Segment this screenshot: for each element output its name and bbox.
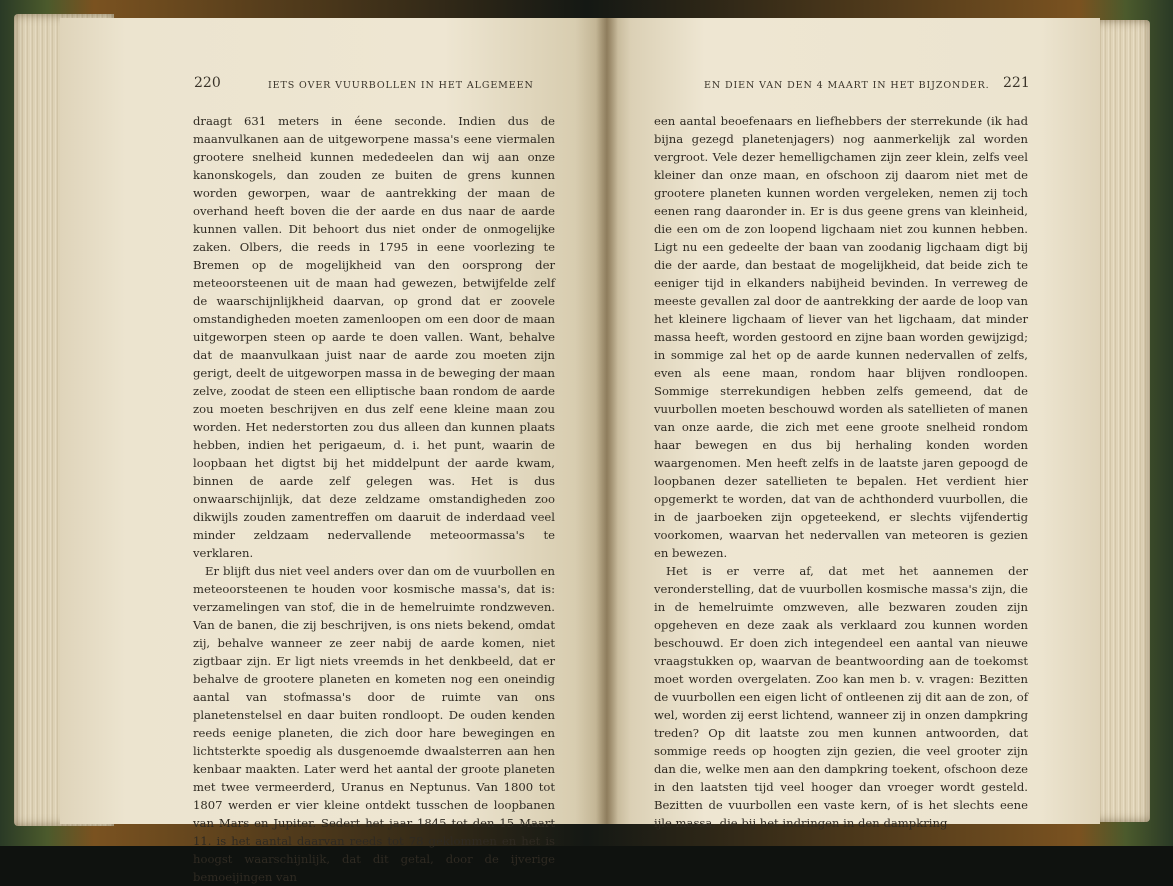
right-paragraph-1: een aantal beoefenaars en liefhebbers der sterrekunde (ik had bijna gezegd planetenjagers) nog aanmerkelijk zal worden vergroot. Vele dezer hemelligchamen zijn zeer klein, zelfs veel kleiner dan onze maan, en ofschoon zij daarom niet met de grootere planeten kunnen worden vergeleken, nemen zij toch eenen rang daaronder in. Er is dus geene grens van kleinheid, die een om de zon loopend ligchaam niet zou kunnen hebben. Ligt nu een gedeelte der baan van zoodanig ligchaam digt bij die der aarde, dan bestaat de mogelijkheid, dat beide zich te eeniger tijd in elkanders nabijheid bevinden. In verreweg de meeste gevallen zal door de aantrekking der aarde de loop van het kleinere ligchaam of liever van het ligchaam, dat minder massa heeft, worden gestoord en zijne baan worden gewijzigd; in sommige zal het op de aarde kunnen nedervallen of zelfs, even als eene maan, rondom haar blijven rondloopen. Sommige sterrekundigen hebben zelfs gemeend, dat de vuurbollen moeten beschouwd worden als satellieten of manen van onze aarde, die zich met eene groote snelheid rondom haar bewegen en dus bij herhaling konden worden waargenomen. Men heeft zelfs in de laatste jaren gepoogd de loopbanen dezer satellieten te bepalen. Het verdient hier opgemerkt te worden, dat van de achthonderd vuurbollen, die in de jaarboeken zijn opgeteekend, er slechts vijfendertig voorkomen, waarvan het nedervallen van meteoren is gezien en bewezen. bbox=[654, 114, 1028, 560]
book-gutter bbox=[596, 18, 618, 824]
right-page-text bbox=[654, 112, 1028, 832]
left-page-number: 220 bbox=[194, 75, 221, 91]
left-paragraph-2: Er blijft dus niet veel anders over dan om de vuurbollen en meteoorsteenen te houden voor kosmische massa's, dat is: verzamelingen van stof, die in de hemelruimte rondzweven. Van de banen, die zij beschrijven, is ons niets bekend, omdat zij, behalve wanneer ze zeer nabij de aarde komen, niet zigtbaar zijn. Er ligt niets vreemds in het denkbeeld, dat er behalve de grootere planeten en kometen nog een oneindig aantal van stofmassa's door de ruimte van ons planetenstelsel en daar buiten rondloopt. De ouden kenden reeds eenige planeten, die zich door hare bewegingen en lichtsterkte spoedig als dusgenoemde dwaalsterren aan hen kenbaar maakten. Later werd het aantal der groote planeten met twee vermeerderd, Uranus en Neptunus. Van 1800 tot 1807 werden er vier kleine ontdekt tusschen de loopbanen van Mars en Jupiter. Sedert het jaar 1845 tot den 15 Maart 11. is het aantal daarvan reeds tot 78 geklommen en het is hoogst waarschijnlijk, dat dit getal, door de ijverige bemoeijingen van bbox=[193, 564, 555, 884]
right-running-head: EN DIEN VAN DEN 4 MAART IN HET BIJZONDER. bbox=[704, 80, 990, 91]
right-paragraph-2: Het is er verre af, dat met het aannemen der veronderstelling, dat de vuurbollen kosmische massa's zijn, die in de hemelruimte omzweven, alle bezwaren zouden zijn opgeheven en deze zaak als verklaard zou kunnen worden beschouwd. Er doen zich integendeel een aantal van nieuwe vraagstukken op, waarvan de beantwoording aan de toekomst moet worden overgelaten. Zoo kan men b. v. vragen: Bezitten de vuurbollen een eigen licht of ontleenen zij dit aan de zon, of wel, worden zij eerst lichtend, wanneer zij in onzen dampkring treden? Op dit laatste zou men kunnen antwoorden, dat sommige reeds op hoogten zijn gezien, die veel grooter zijn dan die, welke men aan den dampkring toekent, ofschoon deze in den laatsten tijd veel hooger dan vroeger wordt gesteld. Bezitten de vuurbollen een vaste kern, of is het slechts eene ijle massa, die bij het indringen in den dampkring bbox=[654, 564, 1028, 830]
right-page-number: 221 bbox=[1003, 75, 1030, 91]
left-running-head: IETS OVER VUURBOLLEN IN HET ALGEMEEN bbox=[268, 80, 534, 91]
left-paragraph-1: draagt 631 meters in éene seconde. Indien dus de maanvulkanen aan de uitgeworpene massa's eene viermalen grootere snelheid kunnen mededeelen dan wij aan onze kanonskogels, dan zouden ze buiten de grens kunnen worden geworpen, waar de aantrekking der maan de overhand heeft boven die der aarde en dus naar de aarde kunnen vallen. Dit behoort dus niet onder de onmogelijke zaken. Olbers, die reeds in 1795 in eene voorlezing te Bremen op de mogelijkheid van den oorsprong der meteoorsteenen uit de maan had gewezen, betwijfelde zelf de waarschijnlijkheid daarvan, op grond dat er zoovele omstandigheden moeten zamenloopen om een door de maan uitgeworpen steen op aarde te doen vallen. Want, behalve dat de maanvulkaan juist naar de aarde zou moeten zijn gerigt, deelt de uitgeworpen massa in de beweging der maan zelve, zoodat de steen een elliptische baan rondom de aarde zou moeten beschrijven en dus zelf eene kleine maan zou worden. Het nederstorten zou dus alleen dan kunnen plaats hebben, indien het perigaeum, d. i. het punt, waarin de loopbaan het digtst bij het middelpunt der aarde kwam, binnen de aarde zelf gelegen was. Het is dus onwaarschijnlijk, dat deze zeldzame omstandigheden zoo dikwijls zouden zamentreffen om daaruit de inderdaad veel minder zeldzaam nedervallende meteoormassa's te verklaren. bbox=[193, 114, 555, 560]
left-page-text bbox=[193, 112, 555, 886]
right-page-edges bbox=[1092, 20, 1150, 822]
